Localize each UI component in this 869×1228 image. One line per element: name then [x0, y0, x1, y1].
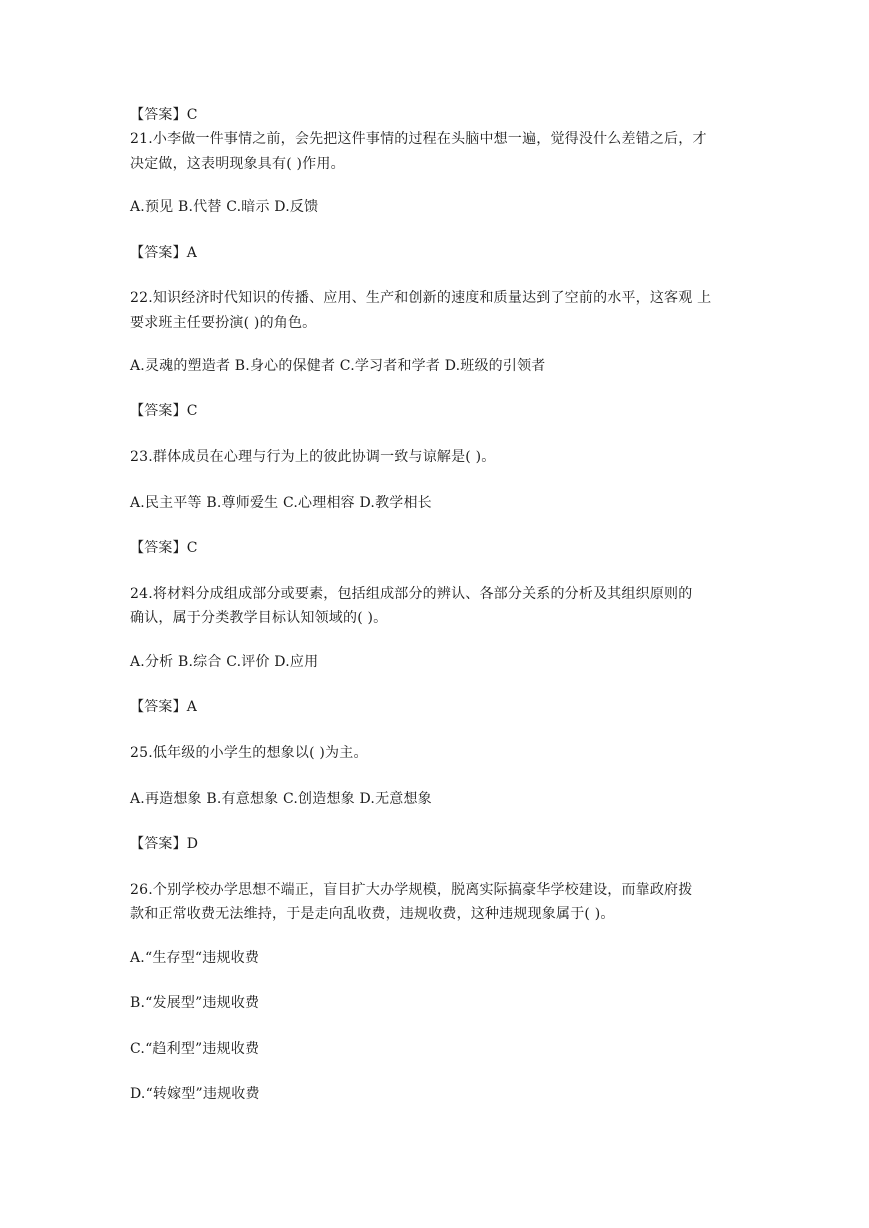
question-line: 确认，属于分类教学目标认知领域的( )。	[130, 610, 388, 626]
answer-line: 【答案】C	[130, 403, 198, 419]
question-line: 决定做，这表明现象具有( )作用。	[130, 156, 345, 172]
answer-line: 【答案】D	[130, 836, 199, 852]
question-line: 25.低年级的小学生的想象以( )为主。	[130, 745, 368, 761]
question-line: 款和正常收费无法维持，于是走向乱收费，违规收费，这种违规现象属于( )。	[130, 906, 615, 922]
answer-line: 【答案】A	[130, 245, 198, 261]
answer-line: 【答案】A	[130, 699, 198, 715]
options-line: A.再造想象 B.有意想象 C.创造想象 D.无意想象	[130, 791, 432, 807]
question-line: 24.将材料分成组成部分或要素，包括组成部分的辨认、各部分关系的分析及其组织原则的	[130, 586, 693, 602]
answer-line: 【答案】C	[130, 540, 198, 556]
option-line: D.“转嫁型”违规收费	[130, 1086, 260, 1102]
options-line: A.分析 B.综合 C.评价 D.应用	[130, 654, 319, 670]
question-line: 23.群体成员在心理与行为上的彼此协调一致与谅解是( )。	[130, 449, 496, 465]
question-line: 22.知识经济时代知识的传播、应用、生产和创新的速度和质量达到了空前的水平，这客观 上	[130, 290, 712, 306]
option-line: A.“生存型“违规收费	[130, 950, 260, 966]
question-line: 要求班主任要扮演( )的角色。	[130, 315, 317, 331]
option-line: C.“趋利型”违规收费	[130, 1041, 260, 1057]
question-line: 26.个别学校办学思想不端正，盲目扩大办学规模，脱离实际搞豪华学校建设，而靠政府拨	[130, 882, 693, 898]
option-line: B.“发展型”违规收费	[130, 995, 260, 1011]
options-line: A.民主平等 B.尊师爱生 C.心理相容 D.教学相长	[130, 495, 432, 511]
options-line: A.灵魂的塑造者 B.身心的保健者 C.学习者和学者 D.班级的引领者	[130, 358, 546, 374]
options-line: A.预见 B.代替 C.暗示 D.反馈	[130, 199, 319, 215]
question-line: 21.小李做一件事情之前，会先把这件事情的过程在头脑中想一遍，觉得没什么差错之后，才	[130, 131, 707, 147]
answer-line: 【答案】C	[130, 107, 198, 123]
